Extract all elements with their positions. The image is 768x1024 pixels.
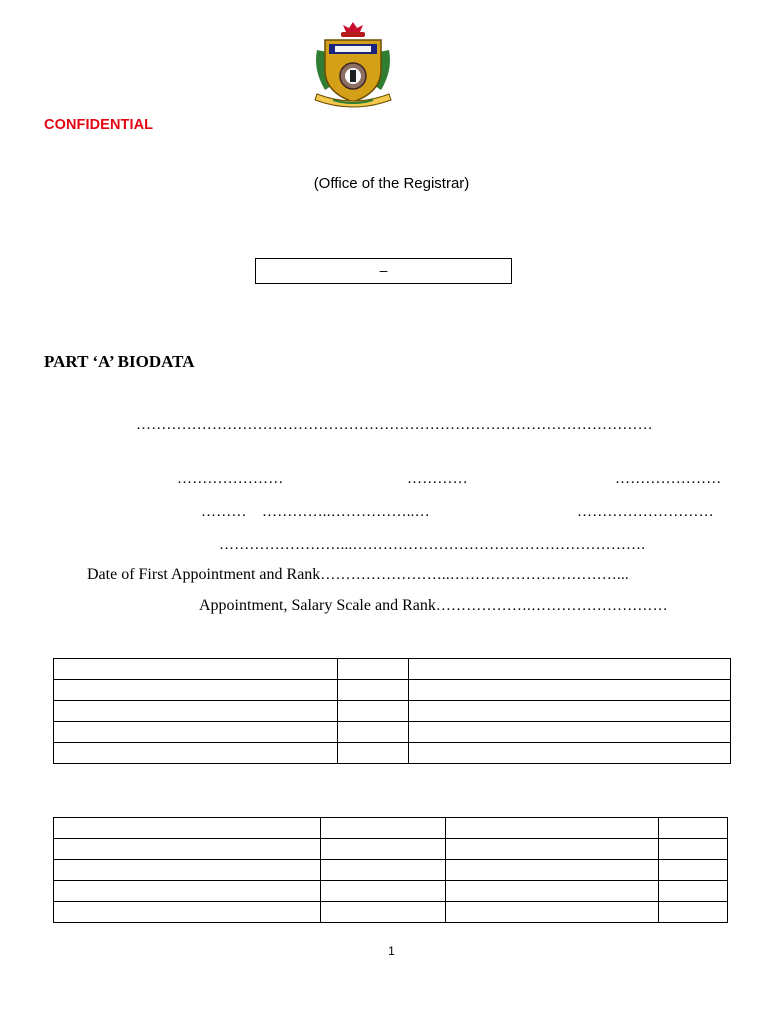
- table-cell: [54, 860, 321, 881]
- present-appointment-label: Appointment, Salary Scale and Rank: [199, 597, 436, 614]
- table-cell: [338, 659, 409, 680]
- table-cell: [659, 902, 728, 923]
- table-cell: [659, 839, 728, 860]
- table-cell: [446, 839, 659, 860]
- table-cell: [321, 860, 446, 881]
- first-appointment-row: [87, 567, 629, 583]
- table-cell: [54, 680, 338, 701]
- table-cell: [54, 743, 338, 764]
- table-row: [54, 680, 731, 701]
- table-row: [54, 902, 728, 923]
- biodata-line-2-dots-b: …………: [407, 471, 468, 487]
- table-cell: [446, 881, 659, 902]
- table-cell: [338, 701, 409, 722]
- table-cell: [54, 881, 321, 902]
- table-cell: [54, 902, 321, 923]
- table-row: [54, 701, 731, 722]
- table-cell: [54, 701, 338, 722]
- table-cell: [659, 881, 728, 902]
- table-cell: [54, 839, 321, 860]
- table-row: [54, 659, 731, 680]
- table-cell: [409, 701, 731, 722]
- present-appointment-dots: ……………….………………………: [435, 598, 668, 614]
- table-row: [54, 881, 728, 902]
- table-cell: [409, 680, 731, 701]
- table-cell: [446, 902, 659, 923]
- table-cell: [409, 722, 731, 743]
- reference-box: [255, 258, 512, 284]
- table-row: [54, 743, 731, 764]
- qualifications-table: [53, 658, 731, 764]
- reference-box-text: –: [379, 262, 388, 278]
- table-cell: [321, 818, 446, 839]
- appointments-table: [53, 817, 728, 923]
- table-cell: [659, 860, 728, 881]
- table-cell: [659, 818, 728, 839]
- first-appointment-dots: ……………………..……………………………...: [320, 567, 629, 583]
- biodata-line-3-dots-c: ………………………: [577, 504, 714, 520]
- table-cell: [54, 659, 338, 680]
- table-cell: [338, 722, 409, 743]
- present-appointment-row: [199, 598, 668, 614]
- table-cell: [409, 743, 731, 764]
- table-cell: [321, 881, 446, 902]
- table-cell: [321, 902, 446, 923]
- office-of-registrar-heading: (Office of the Registrar): [313, 175, 470, 192]
- biodata-line-2-dots-c: …………………: [615, 471, 722, 487]
- table-cell: [409, 659, 731, 680]
- table-cell: [321, 839, 446, 860]
- table-cell: [338, 680, 409, 701]
- confidential-label: CONFIDENTIAL: [44, 117, 154, 133]
- biodata-line-4-dots: ……………………...………………………………………………….: [219, 537, 646, 553]
- biodata-line-1-dots: …………………………………………………………………………………………: [136, 417, 653, 433]
- section-title: PART ‘A’ BIODATA: [44, 352, 195, 371]
- biodata-line-3-dots-a: ………: [201, 504, 247, 520]
- university-crest-icon: [307, 20, 399, 112]
- table-row: [54, 860, 728, 881]
- table-cell: [338, 743, 409, 764]
- table-row: [54, 722, 731, 743]
- table-cell: [446, 818, 659, 839]
- table-cell: [54, 818, 321, 839]
- biodata-line-2-dots-a: …………………: [177, 471, 284, 487]
- first-appointment-label: Date of First Appointment and Rank: [87, 566, 321, 583]
- table-row: [54, 839, 728, 860]
- page-number: 1: [388, 944, 395, 958]
- table-cell: [54, 722, 338, 743]
- table-cell: [446, 860, 659, 881]
- table-row: [54, 818, 728, 839]
- biodata-line-3-dots-b: …………..……………..…: [262, 504, 430, 520]
